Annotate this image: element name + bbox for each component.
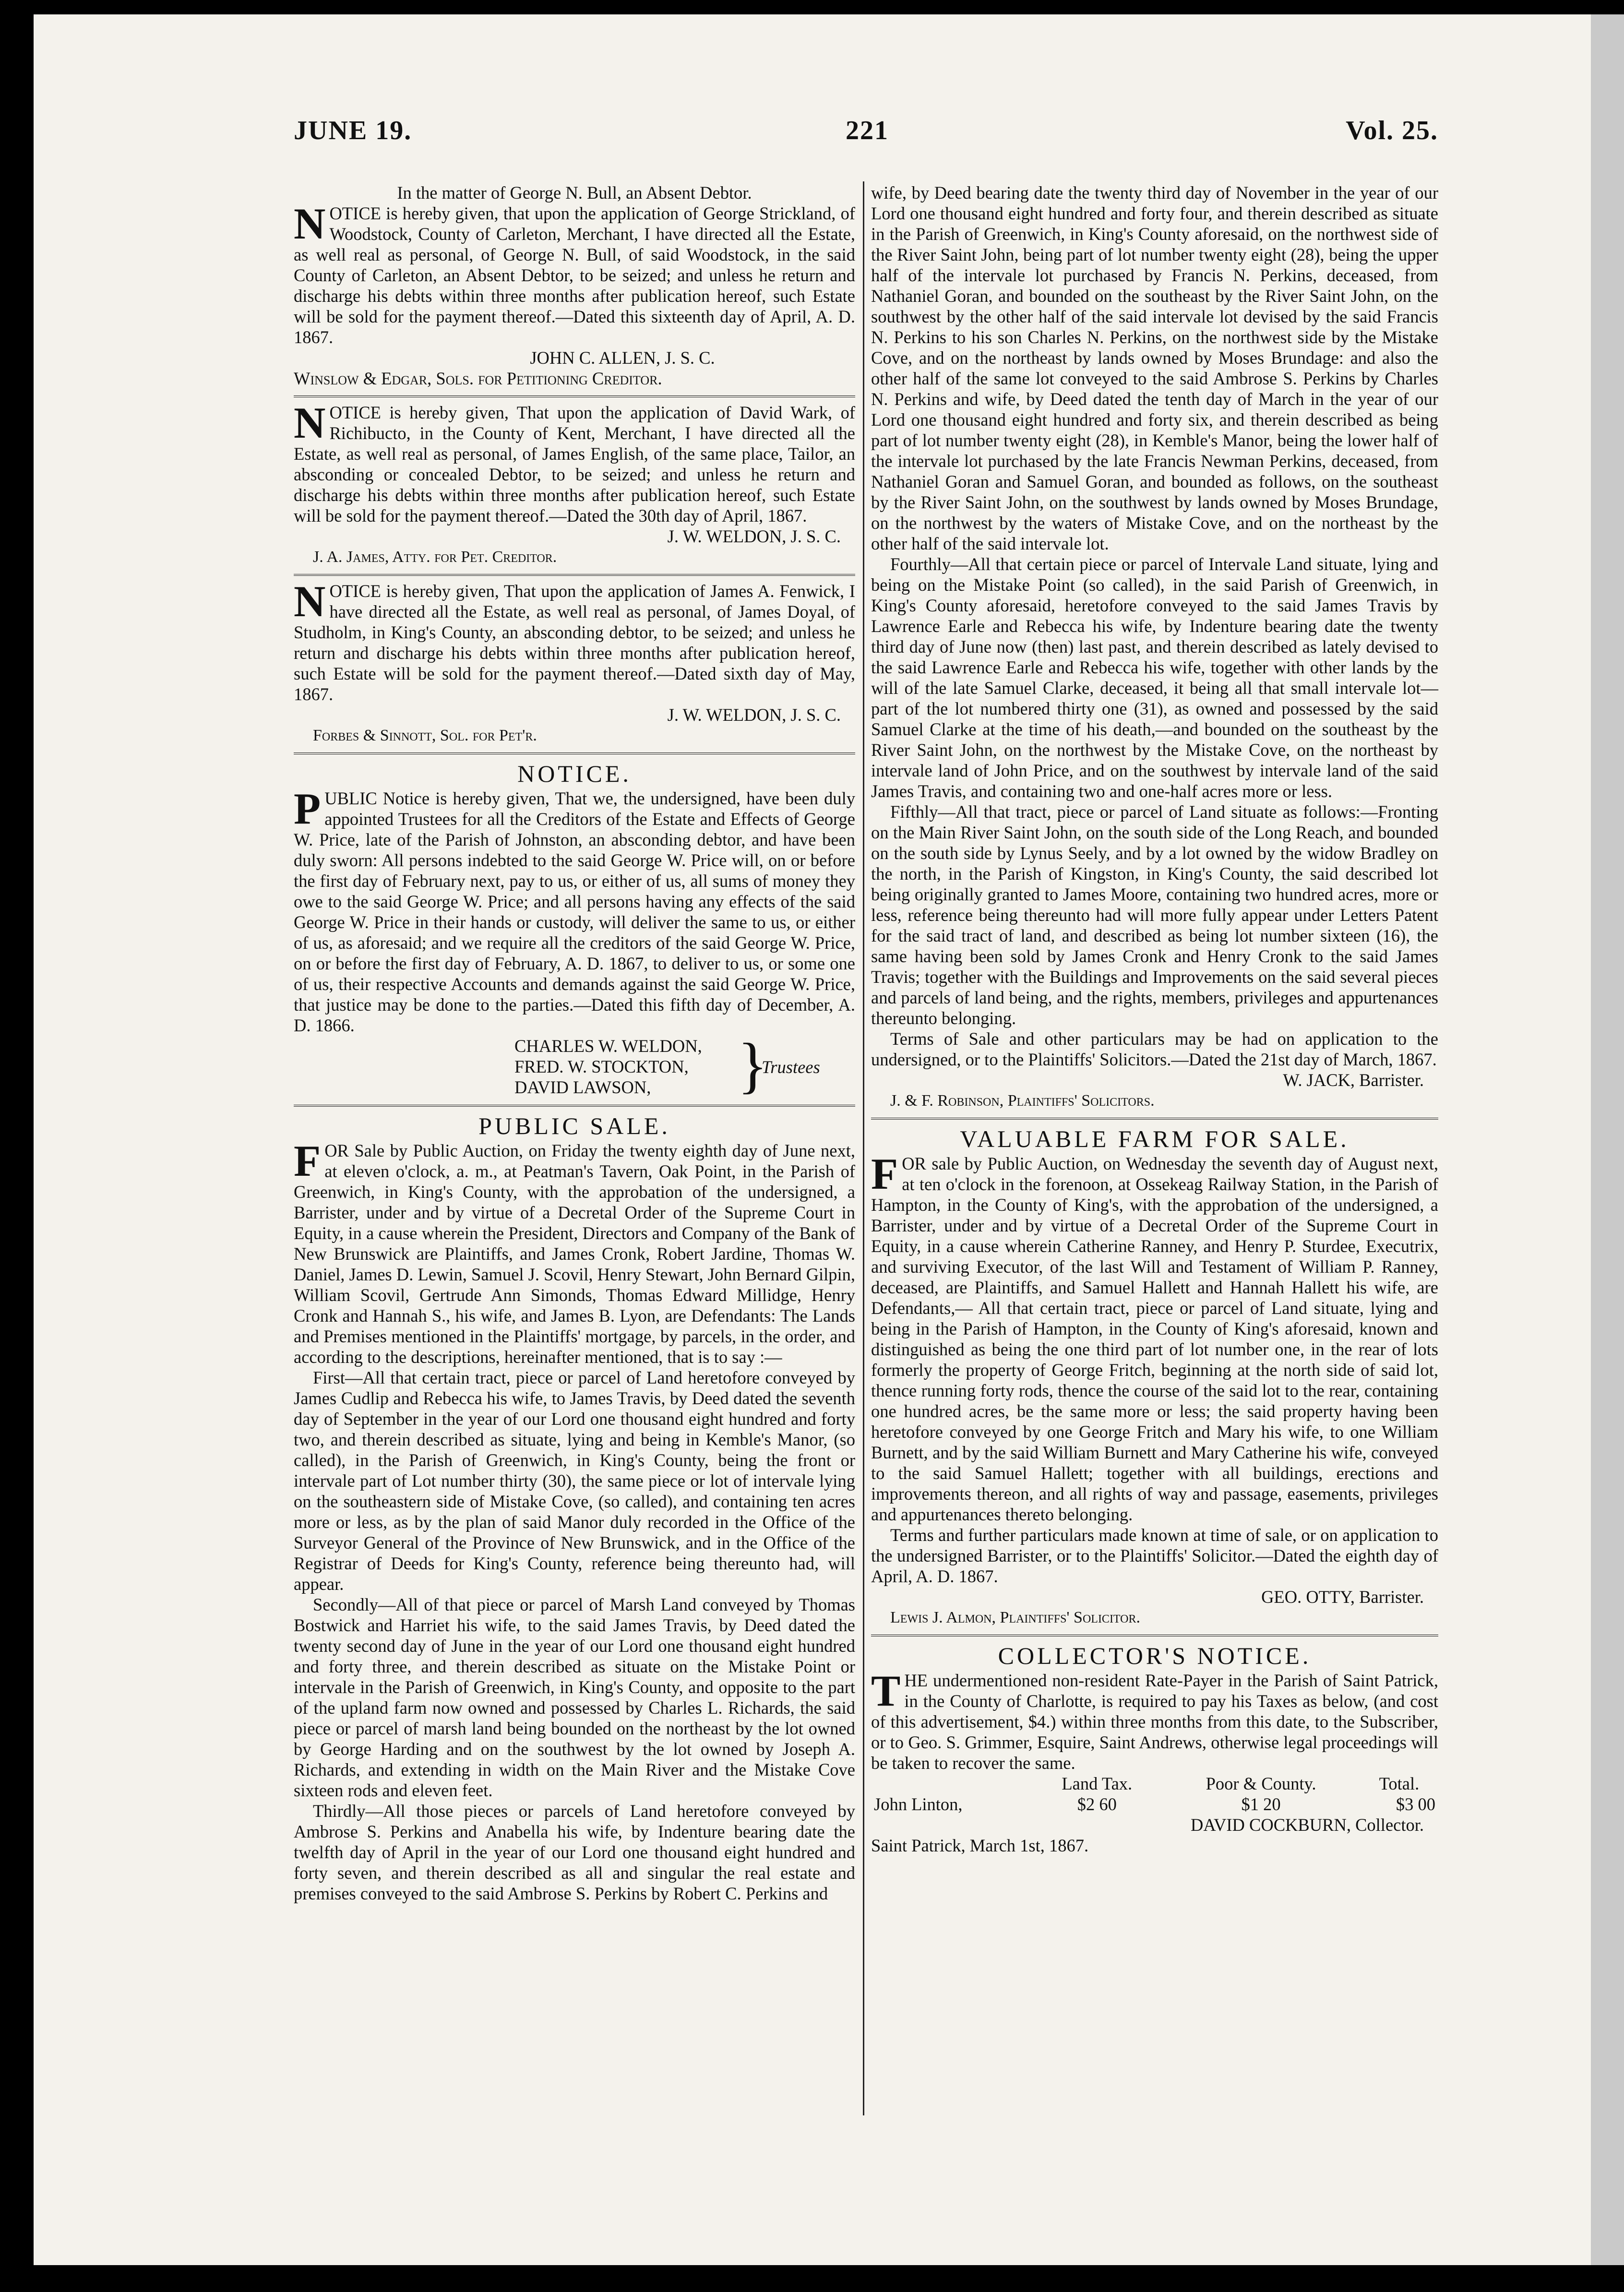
trustee-name: CHARLES W. WELDON, [514,1036,702,1056]
tax-table [871,1773,1438,1814]
drop-cap: N [294,199,326,248]
column-divider [863,181,864,2115]
notice-body: OTICE is hereby given, That upon the application of David Wark, of Richibucto, in the County of Kent, Merchant, I have directed all the Estate, as well real as personal, of James English, of the same place, Tailor, an absconding or concealed Debtor, to be seized; and unless he return and discharge his debts within three months after publication hereof, such Estate will be sold for the payment thereof.—Dated the 30th day of April, 1867. [294,403,855,525]
parcel-fifth: Fifthly—All that tract, piece or parcel of Land situate as follows:—Fronting on the Main River Saint John, on the south side of the Long Reach, and bounded on the south side by Lynus Seely, and by a lot owned by the widow Bradley on the north, in the Parish of Kingston, in King's County, the said described lot being originally granted to James Moore, containing two hundred acres, more or less, reference being thereunto had will more fully appear under Letters Patent for the said tract of land, and described as being lot number sixteen (16), the same having been sold by James Cronk and Henry Cronk to the said James Travis; together with the Buildings and Improvements on the said several pieces and parcels of land being, and the rights, members, privileges and appurtenances thereunto belonging. [871,802,1438,1028]
notice-farm [871,1124,1438,1628]
notice-body: OR sale by Public Auction, on Wednesday the seventh day of August next, at ten o'clock in the forenoon, at Ossekeag Railway Station, in the Parish of Hampton, in the County of King's, with the approbation of the undersigned, a Barrister, under and by virtue of a Decretal Order of the Supreme Court in Equity, in a cause wherein Catherine Ranney, and Henry P. Sturdee, Executrix, and surviving Executor, of the last Will and Testament of William P. Ranney, deceased, are Plaintiffs, and Samuel Hallett and Hannah Hallett his wife, are Defendants,— All that certain tract, piece or parcel of Land situate, lying and being in the Parish of Hampton, in the County of King's aforesaid, known and distinguished as being the one third part of lot number one, in the rear of lots formerly the property of George Fritch, beginning at the north side of said lot, thence running forty rods, thence the course of the said lot to the rear, containing one hundred acres, be the same more or less; the said property having been heretofore conveyed by one George Fritch and Mary his wife, to one William Burnett, and by the said William Burnett and Mary Catherine his wife, conveyed to the said Samuel Hallett; together with all buildings, erections and improvements thereon, and all rights of way and passage, easements, privileges and appurtenances thereto belonging. [871,1154,1438,1524]
notice-trustees [294,759,855,1098]
notice-public-sale [294,1111,855,1904]
signature: J. W. WELDON, J. S. C. [667,526,841,546]
table-row [871,1794,1438,1814]
volume-number: Vol. 25. [1346,116,1438,145]
sale-terms: Terms of Sale and other particulars may be had on application to the undersigned, or to the Plaintiffs' Solicitors.—Dated the 21st day of March, 1867. [871,1029,1438,1069]
trustees-block [294,1031,855,1100]
notice-body: UBLIC Notice is hereby given, That we, the undersigned, have been duly appointed Trustees for all the Creditors of the Estate and Effects of George W. Price, late of the Parish of Johnston, an absconding debtor, and have been duly sworn: All persons indebted to the said George W. Price will, on or before the first day of February next, pay to us, or either of us, all sums of money they owe to the said George W. Price; and all persons having any effects of the said George W. Price in their hands or custody, will deliver the same to us, or either of us, as aforesaid; and we require all the creditors of the said George W. Price, on or before the first day of February, A. D. 1867, to deliver to us, or some one of us, their respective Accounts and demands against the said George W. Price, that justice may be done to the parties.—Dated this fifth day of December, A. D. 1866. [294,788,855,1035]
page-header [294,115,1438,158]
parcel-third-continued: wife, by Deed bearing date the twenty third day of November in the year of our Lord one thousand eight hundred and forty four, and therein described as situate in the Parish of Greenwich, in King's County aforesaid, on the northwest side of the River Saint John, being part of lot number twenty eight (28), being the upper half of the intervale lot purchased by Francis N. Perkins, deceased, from Nathaniel Goran, and bounded on the southeast by the River Saint John, on the southwest by the other half of the said intervale lot devised by the said Francis N. Perkins to his son Charles N. Perkins, on the northwest side by the Mistake Cove, and on the northeast by lands owned by Moses Brundage: and also the other half of the same lot conveyed to the said Ambrose S. Perkins by Charles N. Perkins and wife, by Deed dated the tenth day of March in the year of our Lord one thousand eight hundred and forty six, and therein described as being part of lot number twenty eight (28), in Kemble's Manor, being the lower half of the intervale lot purchased by the late Francis Newman Perkins, deceased, from Nathaniel Goran and Samuel Goran, and bounded as follows, on the southeast by the River Saint John, on the southwest by lands owned by Moses Brundage, on the northwest by the waters of Mistake Cove, and on the northeast by the other half of the said intervale lot. [871,183,1438,553]
solicitor-line: J. & F. Robinson, Plaintiffs' Solicitors. [890,1092,1155,1110]
column-header: Poor & County. [1206,1774,1316,1793]
section-heading: VALUABLE FARM FOR SALE. [960,1125,1349,1152]
ratepayer-name: John Linton, [874,1794,963,1814]
notice-body: HE undermentioned non-resident Rate-Payer in the Parish of Saint Patrick, in the County of Charlotte, is required to pay his Taxes as below, (and cost of this advertisement, $4.) within three months from this date, to the Subscriber, or to Geo. S. Grimmer, Esquire, Saint Andrews, otherwise legal proceedings will be taken to recover the same. [871,1671,1438,1773]
drop-cap: P [294,784,321,833]
parcel-second: Secondly—All of that piece or parcel of Marsh Land conveyed by Thomas Bostwick and Harriet his wife, to the said James Travis, by Deed dated the twenty second day of June in the year of our Lord one thousand eight hundred and forty three, and therein described as situate on the Mistake Point or intervale in the Parish of Greenwich, in King's County, and opposite to the part of the upland farm now owned and possessed by Charles L. Richards, the said piece or parcel of marsh land being bounded on the northeast by the lot owned by George Harding and on the southwest by the lot owned by Joseph A. Richards, and extending in width on the Main River and the Mistake Cove sixteen rods and eleven feet. [294,1595,855,1800]
sale-terms: Terms and further particulars made known at time of sale, or on application to the undersigned Barrister, or to the Plaintiffs' Solicitor.—Dated the eighth day of April, A. D. 1867. [871,1525,1438,1586]
brace-icon: } [738,1031,768,1100]
signature: W. JACK, Barrister. [1283,1070,1424,1090]
drop-cap: F [871,1149,898,1198]
table-header [871,1773,1438,1794]
solicitor-line: Winslow & Edgar, Sols. for Petitioning Creditor. [294,369,662,388]
drop-cap: N [294,398,326,447]
section-heading: NOTICE. [517,760,632,787]
right-column [871,182,1438,1861]
parcel-fourth: Fourthly—All that certain piece or parcel of Intervale Land situate, lying and being on the Mistake Point (so called), in the said Parish of Greenwich, in King's County aforesaid, heretofore conveyed to the said James Travis by Lawrence Earle and Rebecca his wife, by Indenture bearing date the twenty third day of June now (then) last past, and therein described as lately devised to the said Lawrence Earle and Rebecca his wife, together with other lands by the will of the late Samuel Clarke, deceased, it being all that small intervale lot—part of the lot numbered thirty one (31), as owned and possessed by the said Samuel Clarke at the time of his death,—and bounded on the southeast by the River Saint John, on the northwest by the Mistake Cove, on the northeast by intervale land of John Price, and on the southwest by intervale land of the said James Travis, and containing two and one-half acres more or less. [871,554,1438,801]
notice-body: OTICE is hereby given, That upon the application of James A. Fenwick, I have directed all the Estate, as well real as personal, of James Doyal, of Studholm, in King's County, an absconding debtor, to be seized; and unless he return and discharge his debts within three months after publication hereof, such Estate will be sold for the payment thereof.—Dated sixth day of May, 1867. [294,581,855,704]
column-header: Total. [1379,1774,1420,1793]
left-column [294,182,855,1909]
divider [294,574,855,576]
divider [871,1635,1438,1636]
divider [294,1105,855,1107]
section-heading: PUBLIC SALE. [478,1112,670,1139]
parcel-first: First—All that certain tract, piece or parcel of Land heretofore conveyed by James Cudlip and Rebecca his wife, to James Travis, by Deed dated the seventh day of September in the year of our Lord one thousand eight hundred and forty two, and therein described as situate, lying and being in Kemble's Manor, (so called), in the Parish of Greenwich, in King's County, being the front or intervale part of Lot number thirty (30), the same piece or lot of intervale lying on the southeastern side of Mistake Cove, (so called), and containing ten acres more or less, as by the plan of said Manor duly recorded in the Office of the Surveyor General of the Province of New Brunswick, and in the Office of the Registrar of Deeds for King's County, reference being thereunto had, will appear. [294,1368,855,1594]
sale-intro: OR Sale by Public Auction, on Friday the twenty eighth day of June next, at eleven o'clock, a. m., at Peatman's Tavern, Oak Point, in the Parish of Greenwich, in King's County, with the approbation of the undersigned, a Barrister, under and by virtue of a Decretal Order of the Supreme Court in Equity, in a cause wherein the President, Directors and Company of the Bank of New Brunswick are Plaintiffs, and James Cronk, Robert Jardine, Thomas W. Daniel, James D. Lewin, Samuel J. Scovil, Henry Stewart, John Bernard Gilpin, William Scovil, Gertrude Ann Simonds, Thomas Edward Millidge, Henry Cronk and Hannah S., his wife, and James B. Lyon, are Defendants: The Lands and Premises mentioned in the Plaintiffs' mortgage, by parcels, in the order, and according to the descriptions, hereinafter mentioned, that is to say :— [294,1141,855,1367]
page-number: 221 [846,116,889,145]
divider [294,752,855,754]
notice-date: Saint Patrick, March 1st, 1867. [871,1836,1089,1855]
trustee-name: DAVID LAWSON, [514,1077,651,1097]
parcel-third: Thirdly—All those pieces or parcels of Land heretofore conveyed by Ambrose S. Perkins and Anabella his wife, by Indenture bearing date the twelfth day of April in the year of our Lord one thousand eight hundred and forty seven, and therein described as all and singular the real estate and premises conveyed to the said Ambrose S. Perkins by Robert C. Perkins and [294,1801,855,1903]
total-tax: $3 00 [1396,1794,1435,1814]
drop-cap: N [294,577,326,626]
scan-margin [1591,14,1624,2265]
notice-bull [294,182,855,389]
solicitor-line: Lewis J. Almon, Plaintiffs' Solicitor. [890,1609,1141,1626]
notice-title: In the matter of George N. Bull, an Absent Debtor. [397,183,752,203]
poor-county-tax: $1 20 [1241,1794,1281,1814]
land-tax: $2 60 [1077,1794,1117,1814]
signature: DAVID COCKBURN, Collector. [1190,1815,1424,1835]
signature: JOHN C. ALLEN, J. S. C. [530,348,715,368]
divider [294,395,855,397]
notice-collector [871,1641,1438,1856]
signature: GEO. OTTY, Barrister. [1261,1587,1424,1607]
divider [871,1118,1438,1120]
notice-public-sale-continued [871,182,1438,1111]
notice-fenwick [294,577,855,746]
trustee-names [514,1036,702,1098]
solicitor-line: Forbes & Sinnott, Sol. for Pet'r. [313,727,537,744]
attorney-line: J. A. James, Atty. for Pet. Creditor. [313,548,557,566]
trustees-label: Trustees [762,1057,820,1077]
issue-date: JUNE 19. [294,116,412,145]
drop-cap: F [294,1136,321,1185]
column-header: Land Tax. [1062,1774,1133,1793]
trustee-name: FRED. W. STOCKTON, [514,1057,689,1076]
notice-wark [294,398,855,567]
drop-cap: T [871,1666,901,1715]
notice-body: OTICE is hereby given, that upon the application of George Strickland, of Woodstock, County of Carleton, Merchant, I have directed all the Estate, as well real as personal, of George N. Bull, of said Woodstock, in the said County of Carleton, an Absent Debtor, to be seized; and unless he return and discharge his debts within three months after publication hereof, such Estate will be sold for the payment thereof.—Dated this sixteenth day of April, A. D. 1867. [294,203,855,347]
section-heading: COLLECTOR'S NOTICE. [998,1642,1312,1669]
signature: J. W. WELDON, J. S. C. [667,705,841,725]
